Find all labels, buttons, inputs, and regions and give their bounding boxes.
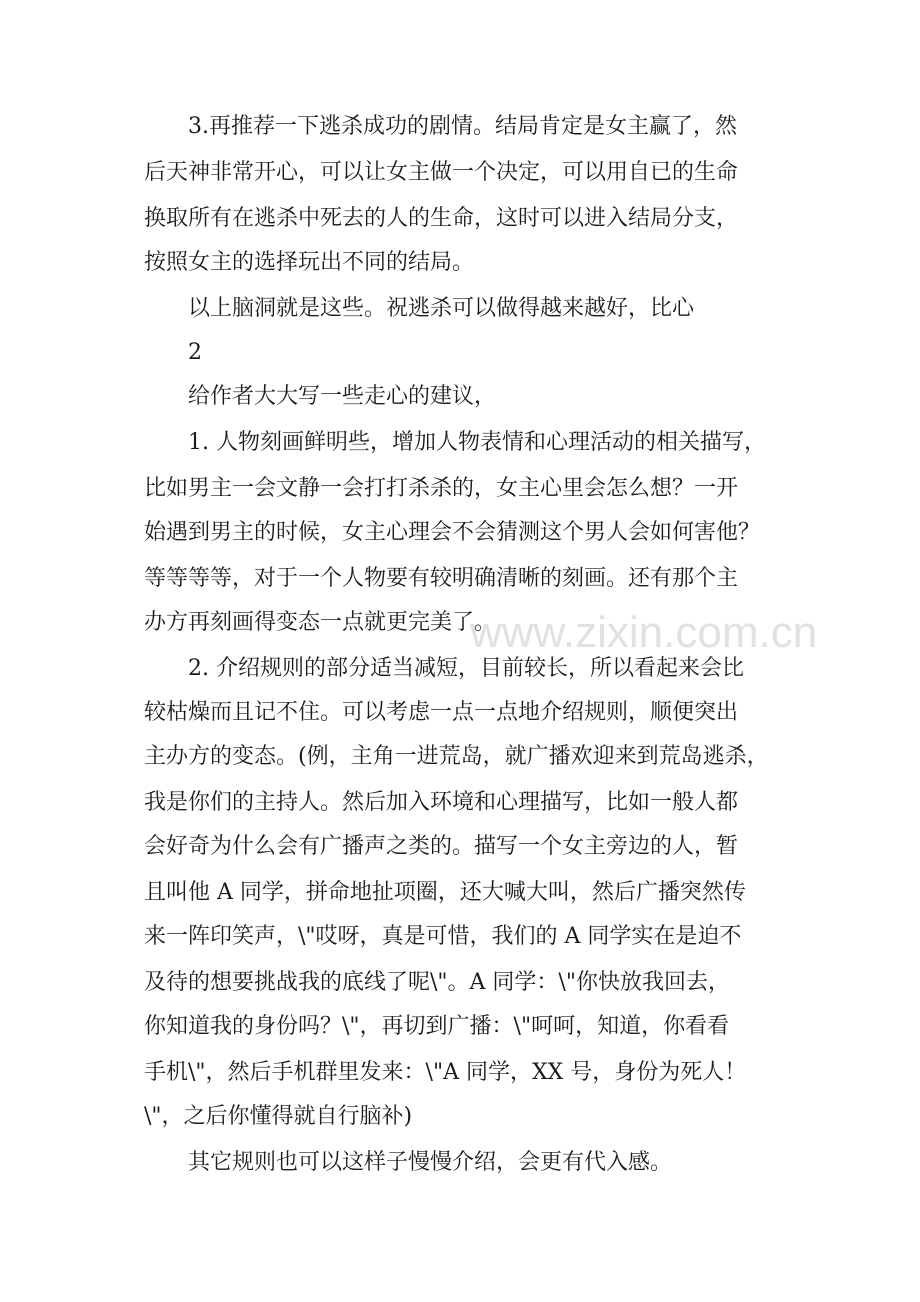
final-line: 其它规则也可以这样子慢慢介绍，会更有代入感。 [188, 1150, 673, 1175]
advice-1-line-3: 始遇到男主的时候，女主心理会不会猜测这个男人会如何害他？ [144, 520, 761, 545]
advice-1-line-2: 比如男主一会文静一会打打杀杀的，女主心里会怎么想？一开 [144, 476, 739, 501]
advice-1-line-1: 1. 人物刻画鲜明些，增加人物表情和心理活动的相关描写， [188, 430, 766, 455]
advice-2-line-5: 会好奇为什么会有广播声之类的。描写一个女主旁边的人，暂 [144, 834, 739, 859]
closing-line: 以上脑洞就是这些。祝逃杀可以做得越来越好，比心 [188, 296, 695, 321]
advice-2-line-10: 手机\"，然后手机群里发来：\"A 同学，XX 号，身份为死人！ [144, 1060, 747, 1085]
advice-2-line-7: 来一阵印笑声，\"哎呀，真是可惜，我们的 A 同学实在是迫不 [144, 924, 742, 949]
paragraph-3-line-4: 按照女主的选择玩出不同的结局。 [144, 250, 475, 275]
advice-2-line-9: 你知道我的身份吗？\"，再切到广播：\"呵呵，知道，你看看 [144, 1014, 730, 1039]
paragraph-3-line-2: 后天神非常开心，可以让女主做一个决定，可以用自已的生命 [144, 160, 739, 185]
advice-2-line-3: 主办方的变态。(例，主角一进荒岛，就广播欢迎来到荒岛逃杀， [144, 744, 769, 769]
advice-1-line-5: 办方再刻画得变态一点就更完美了。 [144, 610, 497, 635]
advice-2-line-6: 且叫他 A 同学，拼命地扯项圈，还大喊大叫，然后广播突然传 [144, 880, 746, 905]
advice-2-line-1: 2. 介绍规则的部分适当减短，目前较长，所以看起来会比 [188, 656, 744, 681]
advice-2-line-8: 及待的想要挑战我的底线了呢\"。A 同学：\"你快放我回去， [144, 970, 730, 995]
advice-2-line-4: 我是你们的主持人。然后加入环境和心理描写，比如一般人都 [144, 790, 739, 815]
advice-intro: 给作者大大写一些走心的建议， [188, 384, 497, 409]
section-number: 2 [188, 340, 202, 365]
watermark: www.zixin.com.cn [470, 608, 818, 657]
paragraph-3-line-3: 换取所有在逃杀中死去的人的生命，这时可以进入结局分支， [144, 206, 739, 231]
paragraph-3-line-1: 3.再推荐一下逃杀成功的剧情。结局肯定是女主赢了，然 [188, 114, 737, 139]
advice-2-line-11: \"，之后你懂得就自行脑补) [144, 1104, 413, 1129]
advice-1-line-4: 等等等等，对于一个人物要有较明确清晰的刻画。还有那个主 [144, 566, 739, 591]
advice-2-line-2: 较枯燥而且记不住。可以考虑一点一点地介绍规则，顺便突出 [144, 700, 739, 725]
